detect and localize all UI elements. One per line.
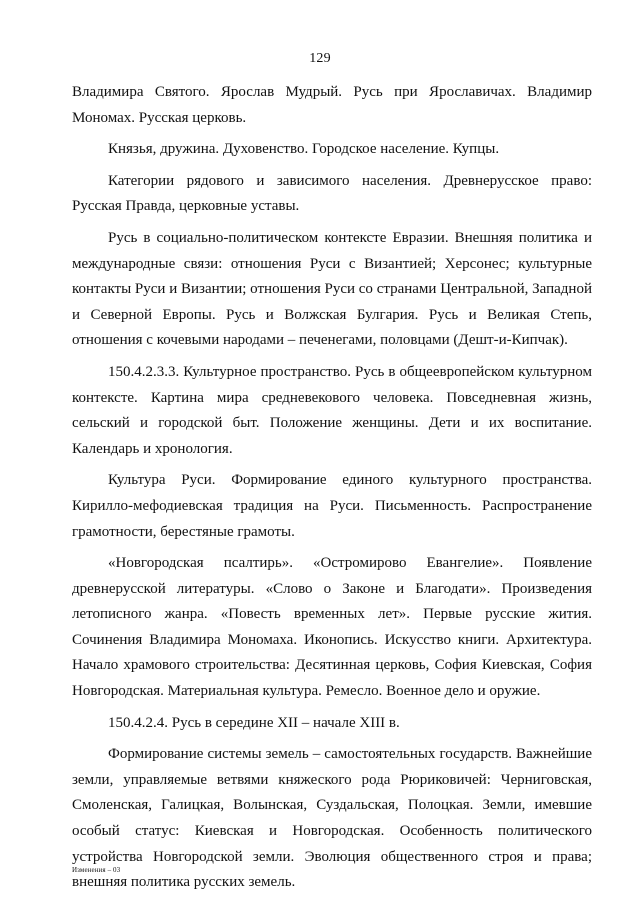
section-heading-paragraph: 150.4.2.3.3. Культурное пространство. Русь в общеевропейском культурном контексте. Картина мира средневекового человека. Повседневная жизнь, сельский и городской быт. Положение женщины. Дети и их воспитание. Календарь и хронология. bbox=[72, 363, 592, 457]
paragraph-continuation: Владимира Святого. Ярослав Мудрый. Русь при Ярославичах. Владимир Мономах. Русская церковь. bbox=[72, 84, 592, 126]
section-heading: 150.4.2.4. Русь в середине XII – начале XIII в. bbox=[108, 714, 400, 731]
page-number: 129 bbox=[309, 51, 331, 66]
paragraph: Категории рядового и зависимого населения. Древнерусское право: Русская Правда, церковные уставы. bbox=[72, 172, 592, 215]
paragraph: «Новгородская псалтирь». «Остромирово Евангелие». Появление древнерусской литературы. «Слово о Законе и Благодати». Произведения летописного жанра. «Повесть временных лет». Первые русские жития. Сочинения Владимира Мономаха. Иконопись. Искусство книги. Архитектура. Начало храмового строительства: Десятинная церковь, София Киевская, София Новгородская. Материальная культура. Ремесло. Военное дело и оружие. bbox=[72, 555, 592, 700]
footer-revision-note: Изменения – 03 bbox=[72, 866, 121, 874]
body-text bbox=[72, 80, 592, 902]
paragraph: Культура Руси. Формирование единого культурного пространства. Кирилло-мефодиевская традиция на Руси. Письменность. Распространение грамотности, берестяные грамоты. bbox=[72, 472, 592, 540]
paragraph: Русь в социально-политическом контексте Евразии. Внешняя политика и международные связи: отношения Руси с Византией; Херсонес; культурные контакты Руси и Византии; отношения Руси со странами Центральной, Западной и Северной Европы. Русь и Волжская Булгария. Русь и Великая Степь, отношения с кочевыми народами – печенегами, половцами (Дешт-и-Кипчак). bbox=[72, 229, 592, 349]
paragraph: Формирование системы земель – самостоятельных государств. Важнейшие земли, управляемые ветвями княжеского рода Рюриковичей: Черниговская, Смоленская, Галицкая, Волынская, Суздальская, Полоцкая. Земли, имевшие особый статус: Киевская и Новгородская. Особенность политического устройства Новгородской земли. Эволюция общественного строя и права; внешняя политика русских земель. bbox=[72, 746, 592, 891]
paragraph: Князья, дружина. Духовенство. Городское население. Купцы. bbox=[108, 141, 500, 158]
